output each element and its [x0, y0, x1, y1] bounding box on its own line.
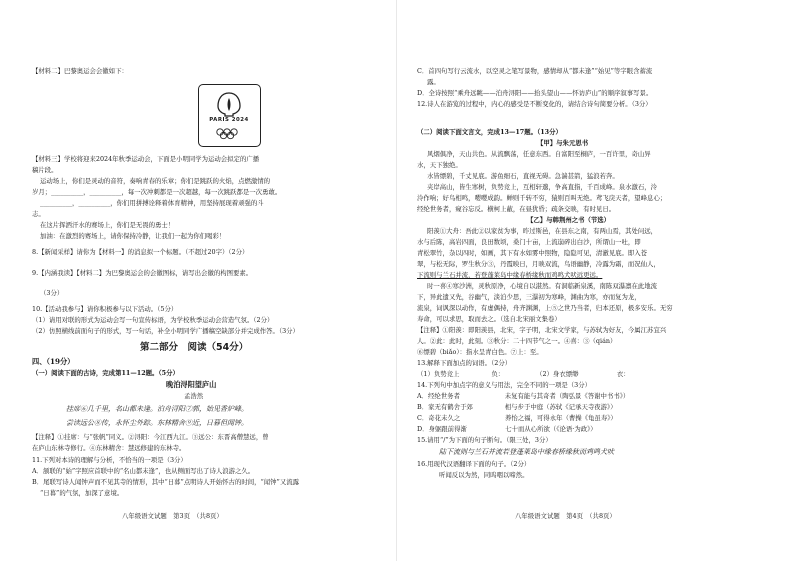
text-jia-line-2: 水，天下独绝。	[417, 161, 462, 169]
page-footer: 八年级语文试题 第4页 （共8页）	[515, 512, 616, 520]
part-2-heading: 第二部分 阅读（54分）	[140, 342, 249, 353]
question-11-option-a: A．颔联的“始”字照应首联中的“名山都未逢”，也从侧面写出了诗人浪游之久。	[32, 467, 255, 475]
text-jia-line-4: 夹岸高山，皆生寒树，负势竞上，互相轩邈，争高直指，千百成峰。泉水激石，泠	[427, 183, 658, 191]
question-14-option-a: A．经纶世务者 未复有能与其奇者（陶弘景《答谢中书书》）	[417, 392, 630, 400]
text-yi-line-3: 青松翠竹，杂以四时，如画，其下有水如雾中照物，隐隐可见，清澈见底。即入苍	[417, 249, 648, 257]
question-15-sentence: 陆下流则与兰石并流若登蓬莱岛中缘春桥缘秋而鸡鸣犬吠	[439, 448, 614, 456]
poem-note-2: 在庐山东林寺修行。④东林精舍：慧远修建的东林寺。	[32, 444, 186, 452]
text-yi-note-2: 人。②此：此时，此刻。③秋分：二十四节气之一。④喜：③（qián）	[417, 337, 617, 345]
section-4-1-heading: （一）阅读下面的古诗，完成第11—12题。（5分）	[32, 369, 179, 377]
question-14: 14.下列句中加点字的意义与用法，完全不同的一项是（3分）	[417, 381, 591, 389]
question-16-sentence: 听闻反以为然，同呜咽以啼然。	[439, 471, 529, 479]
question-10-part-2: （2）仿照横线前面句子的形式，写一句话，补全小明同学广播稿空缺部分并完成作答。（3分）	[32, 327, 299, 335]
text-yi-line-8: 流泉，词讽深以动作，有虚偶持，舟齐渊渊，上⑤之世乃当者，归本还原，极多安乐。无穷	[417, 304, 673, 312]
broadcast-line-1: 运动场上，你们是灵动的音符，奏响青春的乐章；你们是跳跃的火焰，点燃激情的	[40, 177, 271, 185]
text-yi-line-5: 下流则与兰石并流，若登蓬莱岛中缘春桥缘秋而鸡鸣犬吠远更远。	[417, 271, 603, 279]
poem-author: 孟浩然	[184, 392, 204, 400]
text-yi-line-1: 阳羡①大舟：吾此②以家贫为事，昨过斯邑，在县东之南，有两山焉，其处问远，	[427, 227, 658, 235]
question-11-option-c-line-2: 露。	[427, 78, 440, 86]
question-14-option-d: D．身躯跟前得渐 七十而从心所欲（《论语·为政》）	[417, 425, 597, 433]
question-15: 15.请用“/”为下面的句子断句。（限三处，3分）	[417, 436, 552, 444]
question-14-option-b: B．家无有鹤舍于郊 相与步于中庭（苏轼《记承天寺夜游》）	[417, 403, 617, 411]
question-9: 9.【内涵我读】【材料二】为巴黎奥运会的会徽图标，请写出会徽的构图要素。	[32, 269, 253, 277]
text-jia-line-1: 风烟俱净，天山共色。从流飘荡，任意东西。自富阳至桐庐，一百许里，奇山异	[427, 150, 651, 158]
poem-title: 晚泊浔阳望庐山	[166, 380, 217, 389]
material-3-line-2: 稿片段。	[32, 166, 58, 174]
material-3-line-1: 【材料三】学校将迎来2024年秋季运动会，下面是小明同学为运动会拟定的广播	[32, 155, 260, 163]
question-11-option-c-line-1: C．首四句写行云流水，以空灵之笔写景物，感情却从“都未逢”“始见”等字眼含蓄流	[417, 67, 653, 75]
text-yi-line-6: 时一喜④寒沙洲，灵秋原净，心境自以湛然。有洞临新泉溪，南陈双瀑凛在此地流	[427, 282, 658, 290]
section-4-heading: 四、（19分）	[32, 357, 75, 366]
broadcast-line-4: 志。	[32, 210, 45, 218]
emblem-graphic	[199, 85, 259, 145]
question-8: 8.【新闻采样】请你为【材料一】的消息拟一个标题。（不超过20字）（2分）	[32, 248, 249, 256]
question-11: 11.下列对本诗的理解与分析，不恰当的一项是（3分）	[32, 456, 187, 464]
question-11-option-b-line-2: “日暮”的气氛，加深了意境。	[40, 489, 124, 497]
question-14-option-c: C．奇花未久之 养怡之福，可得永年（曹操《龟虽寿》）	[417, 414, 617, 422]
question-10-part-1: （1）请用对联的形式为运动会写一句宣传标语，为学校秋季运动会营造气氛。（2分）	[32, 316, 274, 324]
text-yi-note-1: 【注释】①阳羡：即阳羡县，北宋，字子明，北宋文学家，与苏轼为好友，今属江苏宜兴	[417, 326, 667, 334]
question-9-score: （3分）	[40, 289, 64, 297]
page-4	[397, 0, 794, 561]
text-yi-line-4: 翠，与松无际，罗生秋分③，丹霞映日，月映双流，鸟语幽静，冷露为霜，而况仙人，	[417, 260, 660, 268]
text-jia-line-6: 经纶世务者，窥谷忘反。横柯上蔽，在昼犹昏；疏条交映，有时见日。	[417, 205, 616, 213]
text-yi-note-3: ⑥缥碧（biǎo）：指水呈青白色。⑦上：至。	[417, 348, 543, 356]
text-yi-line-9: 寿命，可以求思，取而去之。（选自北宋丽文集卷）	[417, 315, 561, 323]
page-footer: 八年级语文试题 第3页 （共8页）	[122, 512, 223, 520]
poem-line-1: 挂席⑥几千里，名山都未逢。泊舟浔阳⑦郭，始见香炉峰。	[66, 405, 248, 413]
material-2-heading: 【材料二】巴黎奥运会会徽如下：	[32, 67, 128, 75]
olympic-ring	[217, 129, 223, 135]
text-yi-title: 【乙】与韩荆州之书（节选）	[527, 216, 611, 224]
text-jia-line-3: 水皆缥碧，千丈见底。游鱼细石，直视无碍。急湍甚箭，猛浪若奔。	[427, 172, 619, 180]
poem-note-1: 【注释】①挂席：与“张帆”同义。②浔阳：今江西九江。③远公：东晋高僧慧远，曾	[32, 433, 269, 441]
text-yi-line-2: 水与后陈，高岩四面，良田数顷，桑门十亩，上流崩碎出白沙，所谓山一吐，即	[417, 238, 641, 246]
question-10: 10.【活动我参与】请你积极参与以下活动。（5分）	[32, 305, 178, 313]
emblem-text: PARIS 2024	[209, 117, 249, 123]
broadcast-line-5: 在这片挥洒汗水的赛场上，你们是无畏的勇士！	[40, 221, 175, 229]
question-11-option-d: D．全诗按照“乘舟远眺——泊舟浔阳——抬头望山——怀访庐山”的顺序叙事写景。	[417, 89, 653, 97]
broadcast-line-3: __________，__________，你们用拼搏诠释着体育精神，用坚持展现着顽强的斗	[40, 199, 264, 207]
text-jia-title: 【甲】与朱元思书	[537, 139, 589, 147]
broadcast-line-6: 加油：在激烈的赛场上，请你保持冷静，让我们一起为你们喝彩！	[40, 232, 226, 240]
text-jia-line-5: 泠作响；好鸟相鸣，嘤嘤成韵。蝉则千转不穷，猿则百叫无绝。鸢飞戾天者，望峰息心；	[417, 194, 667, 202]
question-11-option-b-line-1: B．尾联写诗人闻钟声而不见其寺的情形，其中“日暮”点明诗人开始怀古的时间，“闻钟”又流露	[32, 478, 299, 486]
question-12: 12.诗人在游览的过程中，内心的感受是不断变化的，请结合诗句简要分析。（3分）	[417, 100, 652, 108]
poem-line-2: 尝读远公⑧传，永怀尘外踪。东林精舍⑨近，日暮但闻钟。	[66, 419, 248, 427]
text-yi-line-7: 下，异此遗又先，谷幽气，淡泊少思，三瀑初为寒峰，渊曲为寒，亦而复为龙，	[417, 293, 641, 301]
paris-2024-emblem-icon	[198, 84, 261, 147]
question-13-items: （1）负势竞上 负： （2）身衣缥缈 衣：	[417, 370, 630, 378]
broadcast-line-2: 岁月；__________，__________，每一次冲刺都是一次超越，每一次跳跃都是一次勇敢。	[32, 188, 282, 196]
question-16: 16.用现代汉语翻译下面的句子。（2分）	[417, 460, 531, 468]
section-2-heading: （二）阅读下面文言文，完成13—17题。（13分）	[417, 128, 562, 136]
question-13: 13.解释下面加点的词语。（2分）	[417, 359, 512, 367]
